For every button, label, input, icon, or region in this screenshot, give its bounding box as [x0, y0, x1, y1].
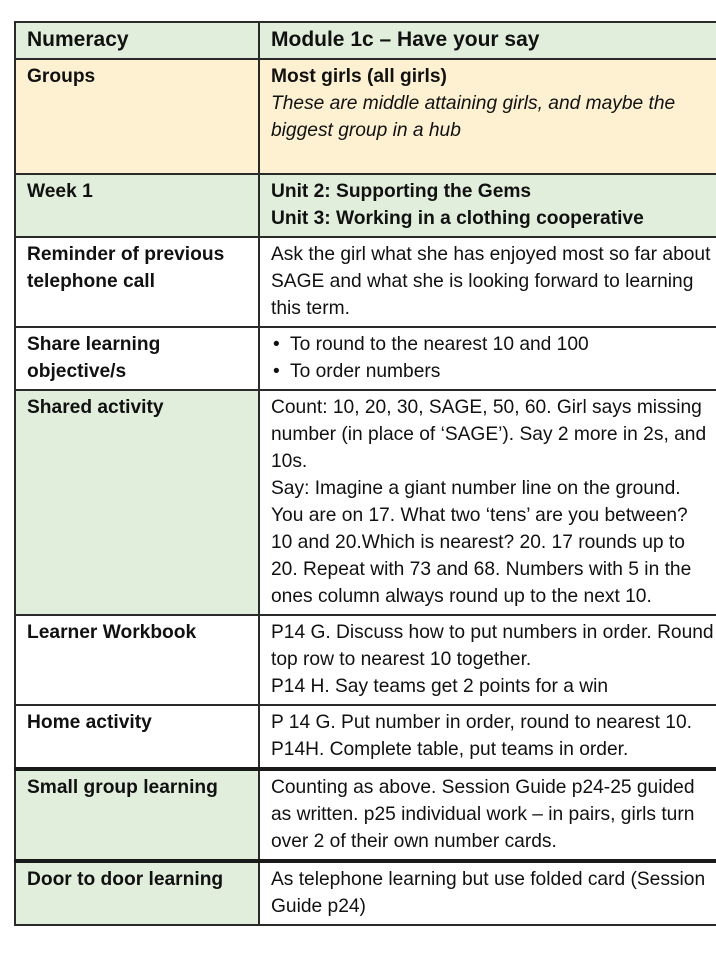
- door-to-door-label: Door to door learning: [15, 861, 259, 925]
- groups-row: [15, 59, 716, 174]
- workbook-line: P14 H. Say teams get 2 points for a win: [271, 676, 609, 697]
- small-group-label: Small group learning: [15, 769, 259, 861]
- header-row: [15, 22, 716, 59]
- home-activity-line: P14H. Complete table, put teams in order.: [271, 739, 629, 760]
- groups-title: Most girls (all girls): [271, 66, 447, 87]
- groups-description: These are middle attaining girls, and maybe the biggest group in a hub: [271, 93, 676, 141]
- objective-item: • To round to the nearest 10 and 100: [271, 331, 714, 358]
- home-activity-row: [15, 705, 716, 769]
- door-to-door-row: [15, 861, 716, 925]
- shared-activity-number-line: Say: Imagine a giant number line on the ground. You are on 17. What two ‘tens’ are you between? 10 and 20.Which is nearest? 20. 17 rounds up to 20. Repeat with 73 and 68. Numbers with 5 in the ones column always round up to the next 10.: [271, 478, 692, 607]
- week-row: [15, 174, 716, 237]
- workbook-content: [259, 615, 716, 705]
- workbook-row: [15, 615, 716, 705]
- groups-content: [259, 59, 716, 174]
- workbook-label: Learner Workbook: [15, 615, 259, 705]
- workbook-line: P14 G. Discuss how to put numbers in order. Round top row to nearest 10 together.: [271, 622, 714, 670]
- shared-activity-count: Count: 10, 20, 30, SAGE, 50, 60. Girl says missing number (in place of ‘SAGE’). Say 2 more in 2s, and 10s.: [271, 397, 707, 472]
- unit-2-title: Unit 2: Supporting the Gems: [271, 181, 532, 202]
- home-activity-content: [259, 705, 716, 769]
- objectives-content: [259, 327, 716, 390]
- week-label: Week 1: [15, 174, 259, 237]
- lesson-plan-table: [14, 21, 716, 926]
- home-activity-line: P 14 G. Put number in order, round to nearest 10.: [271, 712, 692, 733]
- shared-activity-row: [15, 390, 716, 615]
- groups-label: Groups: [15, 59, 259, 174]
- header-left: Numeracy: [15, 22, 259, 59]
- objective-item: • To order numbers: [271, 358, 714, 385]
- shared-activity-content: [259, 390, 716, 615]
- week-content: [259, 174, 716, 237]
- unit-3-title: Unit 3: Working in a clothing cooperative: [271, 208, 644, 229]
- door-to-door-text: As telephone learning but use folded card (Session Guide p24): [259, 861, 716, 925]
- shared-activity-label: Shared activity: [15, 390, 259, 615]
- reminder-row: [15, 237, 716, 327]
- small-group-text: Counting as above. Session Guide p24-25 guided as written. p25 individual work – in pairs, girls turn over 2 of their own number cards.: [259, 769, 716, 861]
- header-right: Module 1c – Have your say: [259, 22, 716, 59]
- reminder-text: Ask the girl what she has enjoyed most so far about SAGE and what she is looking forward to learning this term.: [259, 237, 716, 327]
- objectives-label: Share learning objective/s: [15, 327, 259, 390]
- small-group-row: [15, 769, 716, 861]
- reminder-label: Reminder of previous telephone call: [15, 237, 259, 327]
- home-activity-label: Home activity: [15, 705, 259, 769]
- objectives-list: [271, 331, 714, 385]
- objectives-row: [15, 327, 716, 390]
